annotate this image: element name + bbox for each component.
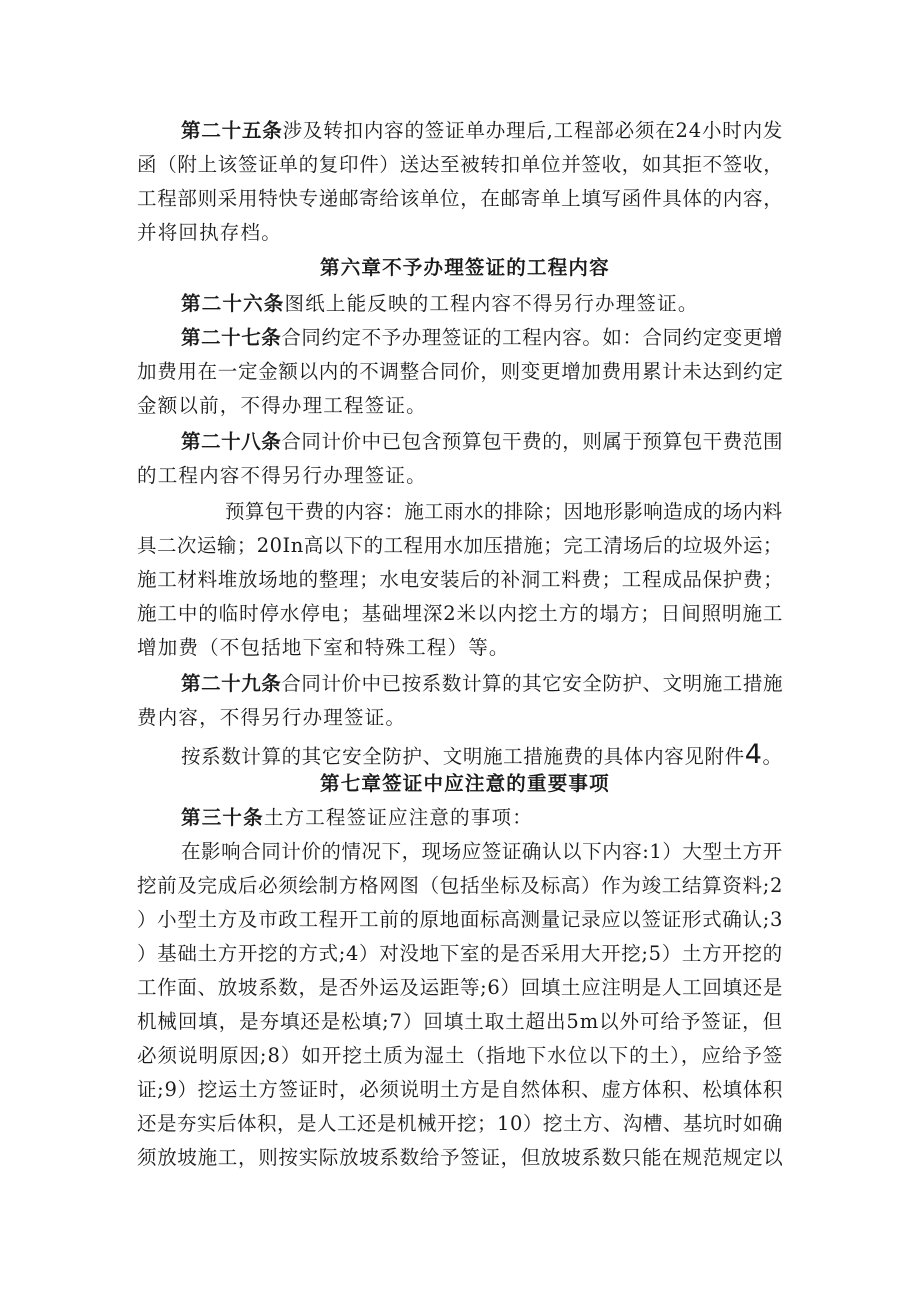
article-label: 第二十七条	[181, 326, 282, 349]
article-30-line-2: 挖前及完成后必须绘制方格网图（包括坐标及标高）作为竣工结算资料;2	[137, 874, 784, 897]
article-30-line-5: 工作面、放坡系数，是否外运及运距等;6）回填土应注明是人工回填还是	[137, 976, 784, 999]
article-30-line-6: 机械回填，是夯填还是松填;7）回填土取土超出5m以外可给予签证，但	[137, 1010, 783, 1033]
annex-reference: 按系数计算的其它安全防护、文明施工措施费的具体内容见附件4。	[181, 739, 783, 770]
chapter-7-heading: 第七章签证中应注意的重要事项	[320, 772, 610, 795]
annex-number: 4	[744, 739, 763, 770]
article-28-line-1: 第二十八条合同计价中已包含预算包干费的，则属于预算包干费范围	[181, 430, 784, 453]
article-30-line-9: 还是夯实后体积，是人工还是机械开挖；10）挖土方、沟槽、基坑时如确	[137, 1112, 783, 1135]
article-26: 第二十六条图纸上能反映的工程内容不得另行办理签证。	[181, 292, 699, 315]
article-label: 第二十八条	[181, 430, 282, 453]
article-27-line-3: 金额以前，不得办理工程签证。	[137, 394, 427, 417]
article-30-line-1: 在影响合同计价的情况下，现场应签证确认以下内容:1）大型土方开	[181, 840, 783, 863]
article-label: 第二十九条	[181, 672, 282, 695]
article-25-line-3: 工程部则采用特快专递邮寄给该单位，在邮寄单上填写函件具体的内容，	[137, 187, 784, 210]
article-30-line-8: 证;9）挖运土方签证时，必须说明土方是自然体积、虚方体积、松填体积	[137, 1078, 784, 1101]
budget-line-3: 施工材料堆放场地的整理；水电安装后的补洞工料费；工程成品保护费；	[137, 568, 784, 591]
budget-line-5: 增加费（不包括地下室和特殊工程）等。	[137, 636, 510, 659]
article-25-line-1: 第二十五条涉及转扣内容的签证单办理后,工程部必须在24小时内发	[181, 119, 784, 142]
article-30-heading: 第三十条土方工程签证应注意的事项：	[181, 806, 533, 829]
article-28-line-2: 的工程内容不得另行办理签证。	[137, 464, 427, 487]
chapter-6-heading: 第六章不予办理签证的工程内容	[320, 256, 610, 279]
article-27-line-2: 加费用在一定金额以内的不调整合同价，则变更增加费用累计未达到约定	[137, 360, 784, 383]
article-label: 第三十条	[181, 806, 264, 829]
article-29-line-2: 费内容，不得另行办理签证。	[137, 706, 407, 729]
article-30-line-3: ）小型土方及市政工程开工前的原地面标高测量记录应以签证形式确认;3	[137, 908, 784, 931]
article-25-line-2: 函（附上该签证单的复印件）送达至被转扣单位并签收，如其拒不签收，	[137, 153, 784, 176]
article-30-line-10: 须放坡施工，则按实际放坡系数给予签证，但放坡系数只能在规范规定以	[137, 1146, 784, 1169]
budget-line-1: 预算包干费的内容：施工雨水的排除；因地形影响造成的场内料	[225, 500, 783, 523]
article-30-line-7: 必须说明原因;8）如开挖土质为湿土（指地下水位以下的土），应给予签	[137, 1044, 784, 1067]
budget-line-4: 施工中的临时停水停电；基础埋深2米以内挖土方的塌方；日间照明施工	[137, 602, 784, 625]
article-30-line-4: ）基础土方开挖的方式;4）对没地下室的是否采用大开挖;5）土方开挖的	[137, 942, 783, 965]
article-25-line-4: 并将回执存档。	[137, 221, 282, 244]
article-27-line-1: 第二十七条合同约定不予办理签证的工程内容。如：合同约定变更增	[181, 326, 784, 349]
article-label: 第二十五条	[181, 119, 283, 142]
article-29-line-1: 第二十九条合同计价中已按系数计算的其它安全防护、文明施工措施	[181, 672, 784, 695]
article-label: 第二十六条	[181, 292, 285, 315]
budget-line-2: 具二次运输；20In高以下的工程用水加压措施；完工清场后的垃圾外运；	[137, 534, 783, 557]
